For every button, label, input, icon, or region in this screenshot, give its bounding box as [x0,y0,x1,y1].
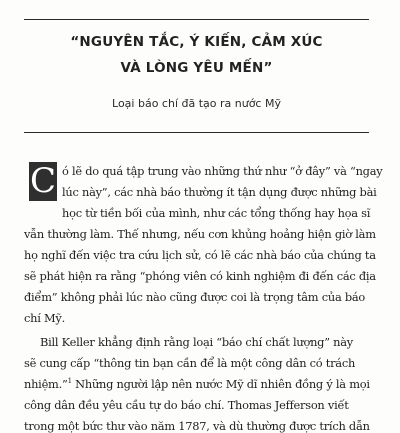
chapter-subtitle: Loại báo chí đã tạo ra nước Mỹ [112,97,281,110]
body-text: nhiệm.” [24,377,68,391]
bottom-rule [24,132,369,133]
body-line: họ nghĩ đến việc tra cứu lịch sử, có lẽ các nhà báo của chúng ta [24,248,376,262]
footnote-marker: 1 [67,377,72,386]
body-text: Những người lập nên nước Mỹ dĩ nhiên đồng ý là mọi [71,377,370,391]
chapter-title-line-2: VÀ LÒNG YÊU MẾN” [120,60,273,76]
body-line: ó lẽ do quá tập trung vào những thứ như “ở đây” và “ngay [62,164,383,178]
body-line: học từ tiền bối của mình, như các tổng thống hay họa sĩ [62,206,371,220]
top-rule [24,19,369,20]
body-line: trong một bức thư vào năm 1787, và dù thường được trích dẫn [24,419,370,433]
body-line: vẫn thường làm. Thế nhưng, nếu cơn khủng hoảng hiện giờ làm [24,227,376,241]
drop-cap: C [29,161,56,201]
body-line: lúc này”, các nhà báo thường ít tận dụng được những bài [62,185,377,199]
body-line: sẽ cung cấp “thông tin bạn cần để là một công dân có trách [24,356,356,370]
body-line: Bill Keller khẳng định rằng loại “báo chí chất lượng” này [40,335,353,349]
chapter-title-line-1: “NGUYÊN TẮC, Ý KIẾN, CẢM XÚC [70,34,323,50]
body-line: sẽ phát hiện ra rằng “phóng viên có kinh nghiệm đi đến các địa [24,269,376,283]
body-line-with-footnote [24,377,370,391]
body-line: điểm” không phải lúc nào cũng được coi là trọng tâm của báo [24,290,366,304]
body-line: công dân đều yêu cầu tự do báo chí. Thomas Jefferson viết [24,398,349,412]
body-line: chí Mỹ. [24,311,65,325]
